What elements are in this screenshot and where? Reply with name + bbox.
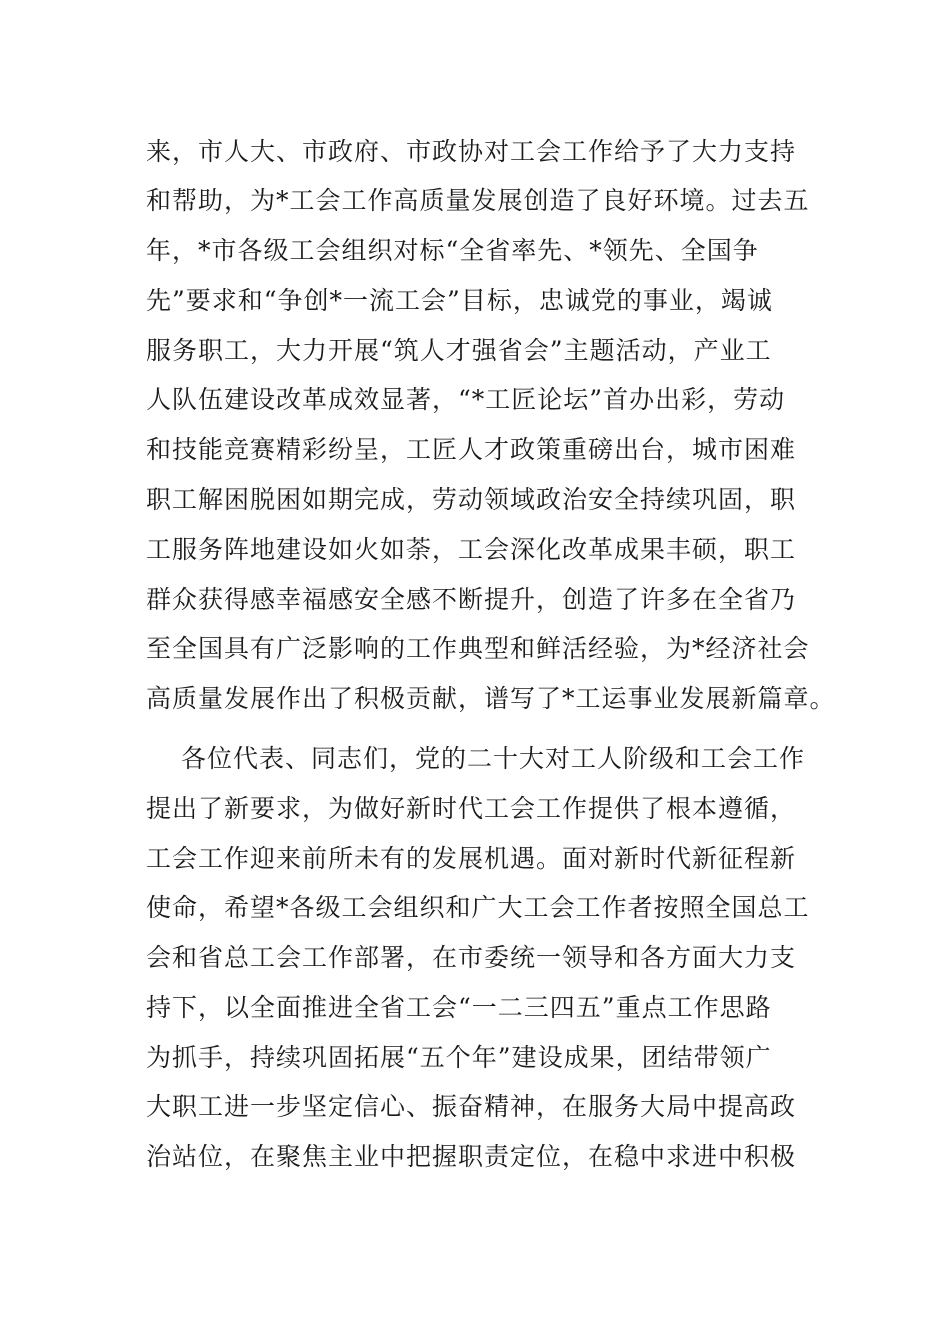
paragraph-1-line: 服务职工，大力开展“筑人才强省会”主题活动，产业工: [146, 336, 772, 365]
paragraph-1-line: 来，市人大、市政府、市政协对工会工作给予了大力支持: [146, 137, 797, 166]
paragraph-1-line: 至全国具有广泛影响的工作典型和鲜活经验，为*经济社会: [146, 634, 810, 663]
paragraph-2-line: 为抓手，持续巩固拓展“五个年”建设成果，团结带领广: [146, 1043, 772, 1072]
paragraph-2-line: 提出了新要求，为做好新时代工会工作提供了根本遵循，: [146, 794, 797, 823]
paragraph-2-line: 会和省总工会工作部署，在市委统一领导和各方面大力支: [146, 943, 797, 972]
paragraph-1-line: 职工解困脱困如期完成，劳动领域政治安全持续巩固，职: [146, 485, 797, 514]
paragraph-2-line: 大职工进一步坚定信心、振奋精神，在服务大局中提高政: [146, 1092, 797, 1121]
paragraph-2-line: 持下，以全面推进全省工会“一二三四五”重点工作思路: [146, 993, 772, 1022]
paragraph-1-line: 和帮助，为*工会工作高质量发展创造了良好环境。过去五: [146, 186, 810, 215]
paragraph-1-line: 和技能竞赛精彩纷呈，工匠人才政策重磅出台，城市困难: [146, 435, 797, 464]
paragraph-1-line: 年，*市各级工会组织对标“全省率先、*领先、全国争: [146, 236, 759, 265]
paragraph-2-line: 使命，希望*各级工会组织和广大工会工作者按照全国总工: [146, 893, 810, 922]
paragraph-2-line: 各位代表、同志们，党的二十大对工人阶级和工会工作: [181, 744, 806, 773]
paragraph-1-line: 人队伍建设改革成效显著，“*工匠论坛”首办出彩，劳动: [146, 385, 786, 414]
paragraph-1-line: 先”要求和“争创*一流工会”目标，忠诚党的事业，竭诚: [146, 286, 773, 315]
paragraph-1-line: 群众获得感幸福感安全感不断提升，创造了许多在全省乃: [146, 585, 797, 614]
paragraph-1-line: 高质量发展作出了积极贡献，谱写了*工运事业发展新篇章。: [146, 684, 836, 713]
paragraph-2-line: 治站位，在聚焦主业中把握职责定位，在稳中求进中积极: [146, 1142, 797, 1171]
paragraph-2-line: 工会工作迎来前所未有的发展机遇。面对新时代新征程新: [146, 844, 797, 873]
paragraph-1-line: 工服务阵地建设如火如荼，工会深化改革成果丰硕，职工: [146, 535, 797, 564]
